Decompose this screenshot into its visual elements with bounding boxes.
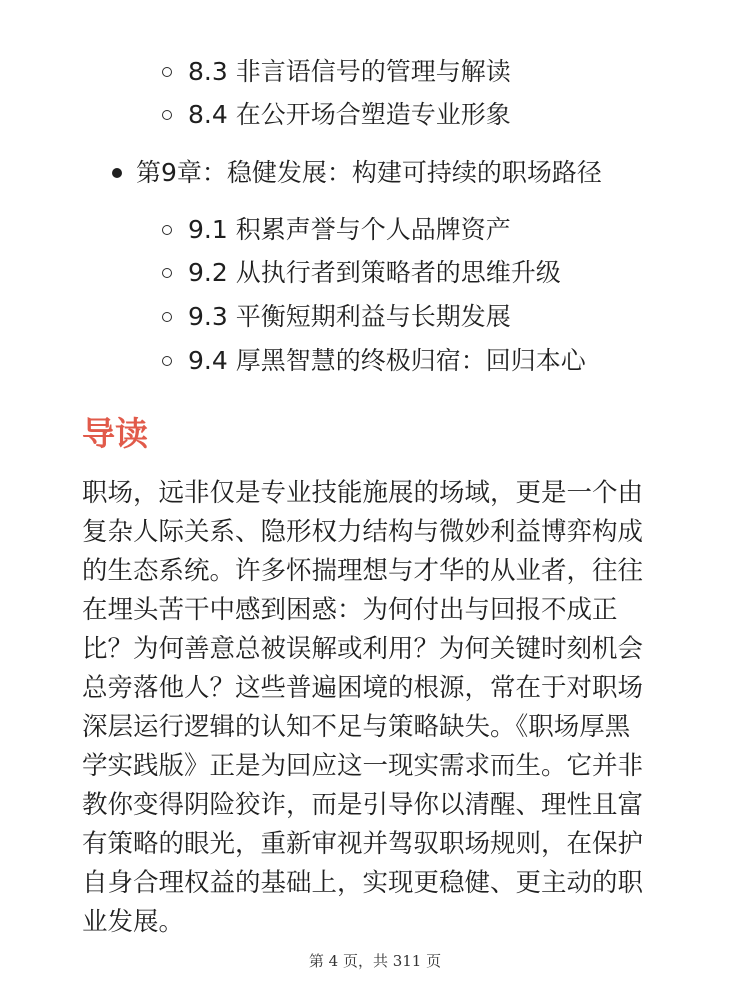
paragraph-line: 自身合理权益的基础上，实现更稳健、更主动的职 xyxy=(82,868,644,898)
page-number: 第 4 页，共 311 页 xyxy=(308,952,442,970)
hollow-bullet-icon xyxy=(162,110,172,120)
outline-item-9-4: 9.4 厚黑智慧的终极归宿：回归本心 xyxy=(188,346,586,375)
paragraph-line: 深层运行逻辑的认知不足与策略缺失。《职场厚黑 xyxy=(82,712,631,742)
outline-item-8-3: 8.3 非言语信号的管理与解读 xyxy=(188,57,511,86)
paragraph-line: 的生态系统。许多怀揣理想与才华的从业者，往往 xyxy=(82,556,644,586)
intro-paragraph xyxy=(82,474,672,942)
paragraph-line: 有策略的眼光，重新审视并驾驭职场规则，在保护 xyxy=(82,829,644,859)
paragraph-line: 教你变得阴险狡诈，而是引导你以清醒、理性且富 xyxy=(82,790,644,820)
hollow-bullet-icon xyxy=(162,67,172,77)
outline-item-9-1: 9.1 积累声誉与个人品牌资产 xyxy=(188,215,511,244)
paragraph-line: 业发展。 xyxy=(82,907,185,937)
hollow-bullet-icon xyxy=(162,268,172,278)
paragraph-line: 复杂人际关系、隐形权力结构与微妙利益博弈构成 xyxy=(82,517,644,547)
outline-item-9-2: 9.2 从执行者到策略者的思维升级 xyxy=(188,258,561,287)
outline-chapter-9: 第9章：稳健发展：构建可持续的职场路径 xyxy=(136,158,602,187)
section-heading: 导读 xyxy=(82,414,148,453)
paragraph-line: 职场，远非仅是专业技能施展的场域，更是一个由 xyxy=(82,478,644,508)
filled-bullet-icon xyxy=(112,168,122,178)
paragraph-line: 在埋头苦干中感到困惑：为何付出与回报不成正 xyxy=(82,595,618,625)
hollow-bullet-icon xyxy=(162,225,172,235)
outline-item-9-3: 9.3 平衡短期利益与长期发展 xyxy=(188,302,511,331)
paragraph-line: 比？为何善意总被误解或利用？为何关键时刻机会 xyxy=(82,634,644,664)
hollow-bullet-icon xyxy=(162,356,172,366)
outline-item-8-4: 8.4 在公开场合塑造专业形象 xyxy=(188,100,511,129)
hollow-bullet-icon xyxy=(162,312,172,322)
paragraph-line: 学实践版》正是为回应这一现实需求而生。它并非 xyxy=(82,751,644,781)
paragraph-line: 总旁落他人？这些普遍困境的根源，常在于对职场 xyxy=(82,673,644,703)
